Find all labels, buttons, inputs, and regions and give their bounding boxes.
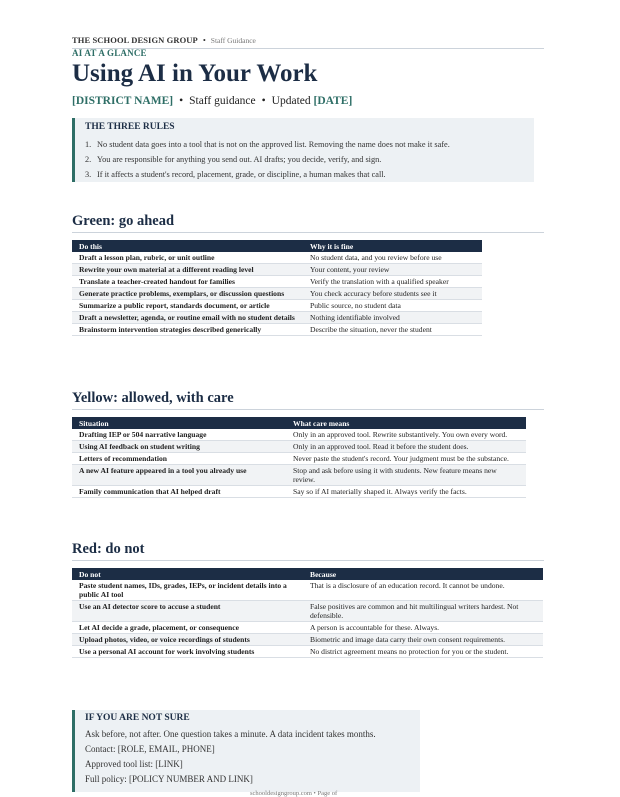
table-cell: No student data, and you review before use — [303, 252, 482, 264]
table-row — [72, 634, 543, 646]
table-cell: Rewrite your own material at a different reading level — [72, 264, 303, 276]
table-cell: False positives are common and hit multilingual writers hardest. Not defensible. — [303, 601, 543, 622]
table-cell: Using AI feedback on student writing — [72, 441, 286, 453]
rule-number: 3. — [85, 170, 92, 179]
table-cell: You check accuracy before students see it — [303, 288, 482, 300]
green-table — [72, 240, 482, 336]
footer-bullet: • — [313, 790, 316, 797]
red-table — [72, 568, 543, 658]
yellow-heading: Yellow: allowed, with care — [72, 390, 544, 410]
table-cell: That is a disclosure of an education record. It cannot be undone. — [303, 580, 543, 601]
table-cell: No district agreement means no protection for you or the student. — [303, 646, 543, 658]
table-header-row — [72, 240, 482, 252]
red-heading: Red: do not — [72, 541, 544, 561]
table-cell: A person is accountable for these. Always. — [303, 622, 543, 634]
rule-item — [85, 152, 524, 167]
table-cell: Never paste the student's record. Your judgment must be the substance. — [286, 453, 526, 465]
table-cell: Stop and ask before using it with students. New feature means new review. — [286, 465, 526, 486]
rule-item — [85, 137, 524, 152]
meta-bullet: • — [261, 95, 266, 107]
green-heading: Green: go ahead — [72, 213, 544, 233]
table-row — [72, 486, 526, 498]
table-cell: Translate a teacher-created handout for families — [72, 276, 303, 288]
table-cell: Letters of recommendation — [72, 453, 286, 465]
column-header: Why it is fine — [310, 241, 354, 251]
policy-line: Full policy: [POLICY NUMBER AND LINK] — [85, 774, 253, 784]
table-row — [72, 252, 482, 264]
rule-number: 1. — [85, 140, 92, 149]
rule-text: You are responsible for anything you send out. AI drafts; you decide, verify, and sign. — [97, 155, 382, 164]
table-cell: Only in an approved tool. Read it before the student does. — [286, 441, 526, 453]
rule-text: If it affects a student's record, placement, grade, or discipline, a human makes that call. — [97, 170, 386, 179]
masthead-subtitle: Staff Guidance — [210, 36, 256, 45]
table-cell: Paste student names, IDs, grades, IEPs, or incident details into a public AI tool — [72, 580, 303, 601]
table-row — [72, 453, 526, 465]
table-cell: Biometric and image data carry their own consent requirements. — [303, 634, 543, 646]
table-row — [72, 601, 543, 622]
table-header-row — [72, 417, 526, 429]
contact-line: Contact: [ROLE, EMAIL, PHONE] — [85, 744, 215, 754]
table-row — [72, 646, 543, 658]
footer-site: schooldesigngroup.com — [250, 790, 312, 797]
page-title: Using AI in Your Work — [72, 60, 318, 87]
rule-number: 2. — [85, 155, 92, 164]
table-row — [72, 276, 482, 288]
column-header: Do this — [79, 241, 102, 251]
table-cell: Use an AI detector score to accuse a student — [72, 601, 303, 622]
not-sure-box — [72, 710, 420, 792]
table-row — [72, 264, 482, 276]
tool-list-line: Approved tool list: [LINK] — [85, 759, 183, 769]
rule-item — [85, 167, 524, 182]
table-cell: Drafting IEP or 504 narrative language — [72, 429, 286, 441]
table-row — [72, 580, 543, 601]
table-row — [72, 300, 482, 312]
table-cell: Use a personal AI account for work involving students — [72, 646, 303, 658]
table-row — [72, 312, 482, 324]
table-cell: Let AI decide a grade, placement, or consequence — [72, 622, 303, 634]
kicker: AI AT A GLANCE — [72, 48, 147, 58]
table-cell: Draft a lesson plan, rubric, or unit outline — [72, 252, 303, 264]
table-row — [72, 429, 526, 441]
meta-label: Staff guidance — [189, 95, 256, 107]
column-header: Because — [310, 569, 337, 579]
table-cell: Brainstorm intervention strategies described generically — [72, 324, 303, 336]
table-header-row — [72, 568, 543, 580]
table-row — [72, 441, 526, 453]
table-cell: Generate practice problems, exemplars, or discussion questions — [72, 288, 303, 300]
rules-list — [85, 137, 524, 182]
table-row — [72, 324, 482, 336]
table-row — [72, 622, 543, 634]
table-cell: Family communication that AI helped draft — [72, 486, 286, 498]
table-row — [72, 465, 526, 486]
table-cell: Nothing identifiable involved — [303, 312, 482, 324]
district-placeholder: [DISTRICT NAME] — [72, 95, 174, 107]
not-sure-text: Ask before, not after. One question takes a minute. A data incident takes months. — [85, 729, 376, 739]
date-placeholder: [DATE] — [313, 95, 353, 107]
meta-updated: Updated — [271, 95, 311, 107]
column-header: Do not — [79, 569, 101, 579]
three-rules-box — [72, 118, 534, 182]
table-cell: Summarize a public report, standards document, or article — [72, 300, 303, 312]
table-cell: Verify the translation with a qualified speaker — [303, 276, 482, 288]
meta-line — [72, 95, 352, 107]
yellow-table — [72, 417, 526, 498]
masthead — [72, 35, 544, 49]
column-header: Situation — [79, 418, 109, 428]
brand-name: THE SCHOOL DESIGN GROUP — [72, 35, 198, 45]
not-sure-heading: IF YOU ARE NOT SURE — [85, 713, 190, 723]
table-cell: Describe the situation, never the student — [303, 324, 482, 336]
table-cell: Draft a newsletter, agenda, or routine email with no student details — [72, 312, 303, 324]
table-cell: Public source, no student data — [303, 300, 482, 312]
table-cell: Upload photos, video, or voice recordings of students — [72, 634, 303, 646]
table-cell: Say so if AI materially shaped it. Always verify the facts. — [286, 486, 526, 498]
rules-heading: THE THREE RULES — [85, 122, 175, 132]
table-cell: Your content, your review — [303, 264, 482, 276]
table-row — [72, 288, 482, 300]
column-header: What care means — [293, 418, 350, 428]
table-cell: A new AI feature appeared in a tool you already use — [72, 465, 286, 486]
rule-text: No student data goes into a tool that is not on the approved list. Removing the name does not make it safe. — [97, 140, 450, 149]
meta-bullet: • — [179, 95, 184, 107]
table-cell: Only in an approved tool. Rewrite substantively. You own every word. — [286, 429, 526, 441]
masthead-separator: • — [202, 35, 206, 45]
footer-page: Page of — [317, 790, 338, 797]
